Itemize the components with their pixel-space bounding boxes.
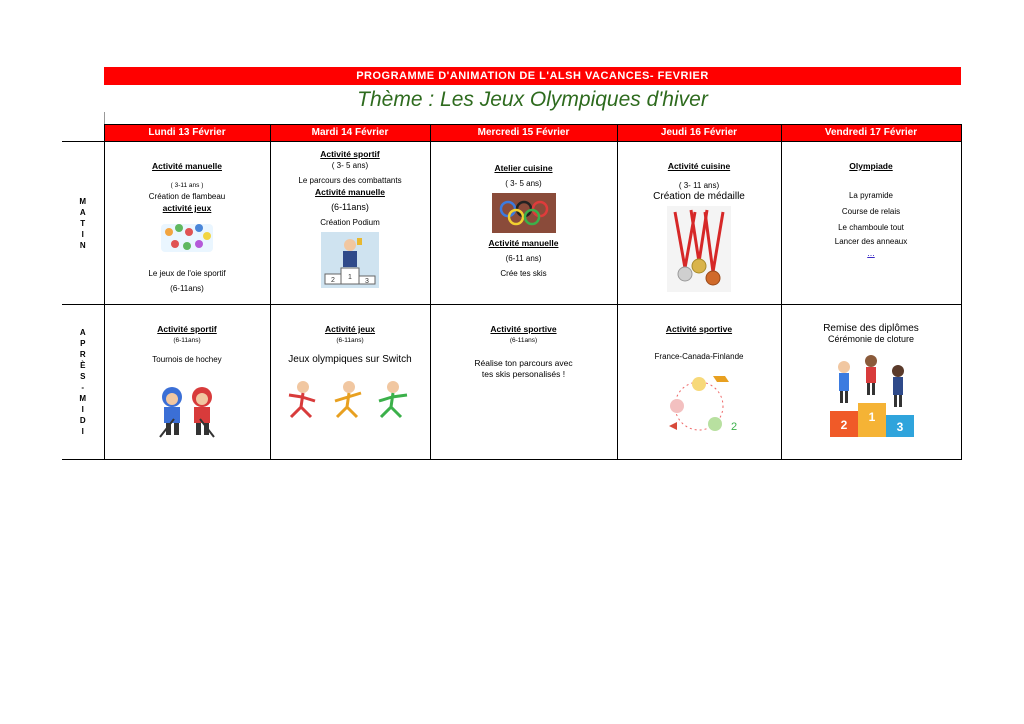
cell-lundi-apres-midi: Activité sportif (6-11ans) Tournois de hochey — [104, 305, 270, 460]
svg-text:3: 3 — [365, 278, 369, 285]
svg-text:2: 2 — [331, 277, 335, 284]
cell-mercredi-apres-midi: Activité sportive (6-11ans) Réalise ton parcours avec tes skis personalisés ! — [430, 305, 617, 460]
cell-lundi-matin: Activité manuelle ( 3-11 ans ) Création de flambeau activité jeux Le jeux de l'oie sportif (6-11ans) — [104, 142, 270, 305]
activity-title: Activité manuelle — [152, 161, 222, 171]
cell-mardi-apres-midi: Activité jeux (6-11ans) Jeux olympiques sur Switch — [270, 305, 430, 460]
cell-vendredi-apres-midi: Remise des diplômes Cérémonie de cloture 2 1 3 — [781, 305, 961, 460]
podium-winner-icon — [321, 232, 379, 288]
podium-kids-icon — [826, 355, 916, 437]
col-header-jeudi: Jeudi 16 Février — [617, 125, 781, 142]
theme-title: Thème : Les Jeux Olympiques d'hiver — [357, 88, 708, 111]
podium-label-2: 2 — [840, 418, 848, 432]
cell-vendredi-matin: Olympiade La pyramide Course de relais Le chamboule tout Lancer des anneaux ... — [781, 142, 961, 305]
schedule-table — [62, 124, 962, 460]
hockey-players-icon — [152, 383, 222, 439]
board-game-icon — [159, 218, 215, 256]
cell-jeudi-matin: Activité cuisine ( 3- 11 ans) Création de médaille — [617, 142, 781, 305]
svg-text:1: 1 — [348, 274, 352, 281]
more-link[interactable]: ... — [867, 248, 875, 258]
cell-mardi-matin: Activité sportif ( 3- 5 ans) Le parcours des combattants Activité manuelle (6-11ans) Création Podium 1 2 3 — [270, 142, 430, 305]
svg-text:2: 2 — [731, 421, 738, 433]
cell-jeudi-apres-midi: Activité sportive France-Canada-Finlande 2 — [617, 305, 781, 460]
corner-cell — [62, 125, 104, 142]
countries-game-icon — [659, 372, 739, 436]
matin-row — [62, 142, 961, 305]
program-banner: PROGRAMME D'ANIMATION DE L'ALSH VACANCES- FEVRIER — [104, 67, 961, 85]
col-header-lundi: Lundi 13 Février — [104, 125, 270, 142]
cell-mercredi-matin: Atelier cuisine ( 3- 5 ans) Activité manuelle (6-11 ans) Crée tes skis — [430, 142, 617, 305]
divider — [104, 112, 105, 124]
podium-label-3: 3 — [896, 420, 904, 434]
col-header-mardi: Mardi 14 Février — [270, 125, 430, 142]
col-header-mercredi: Mercredi 15 Février — [430, 125, 617, 142]
apres-midi-row — [62, 305, 961, 460]
relay-runners-icon — [285, 379, 415, 421]
header-row — [62, 125, 961, 142]
period-apres-midi: A P R È S - M I D I — [62, 305, 104, 460]
col-header-vendredi: Vendredi 17 Février — [781, 125, 961, 142]
period-matin: M A T I N — [62, 142, 104, 305]
olympic-cake-icon — [492, 193, 556, 233]
podium-label-1: 1 — [868, 410, 876, 424]
medals-icon — [667, 206, 731, 292]
